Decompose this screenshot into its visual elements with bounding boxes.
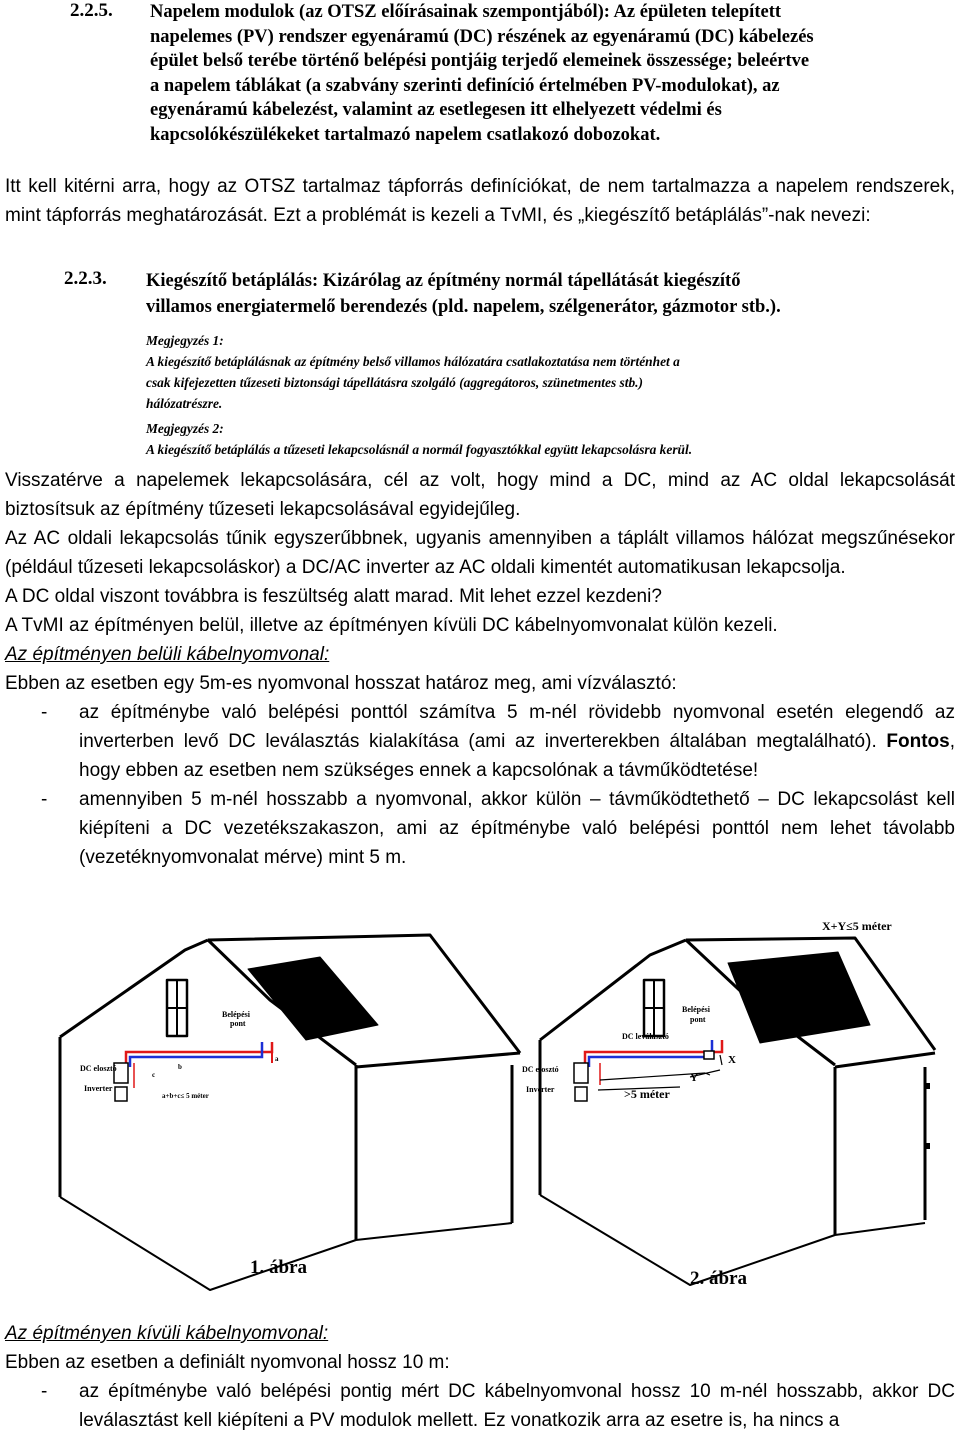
segment-label: b: [178, 1063, 182, 1071]
dimension-y-label: Y: [690, 1072, 698, 1084]
house-1: [60, 935, 520, 1290]
house-2-dc-switch: [704, 1051, 714, 1059]
main-body: [5, 466, 955, 872]
regulation-line: Napelem modulok (az OTSZ előírásainak szempontjából): Az épületen telepített: [150, 2, 782, 22]
regulation-line: kapcsolókészülékeket tartalmazó napelem csatlakozó dobozokat.: [150, 124, 661, 145]
regulation-line: Kiegészítő betáplálás: Kizárólag az építmény normál tápellátását kiegészítő: [146, 271, 741, 291]
regulation-line: épület belső terébe történő belépési pontjáig terjedő elemeinek összessége; beleértve: [150, 51, 810, 71]
house-diagram-figure: [0, 905, 960, 1300]
house-2-dc-box: [574, 1063, 588, 1083]
bullet-text: , hogy ebben az esetben nem szükséges ennek a kapcsolónak a távműködtetése!: [79, 731, 956, 781]
house-2-dc-wiring: [585, 1040, 722, 1085]
note-title: Megjegyzés 2:: [146, 421, 224, 436]
note-line: A kiegészítő betáplálásnak az építmény belső villamos hálózatára csatlakoztatása nem történhet a: [146, 354, 680, 369]
paragraph: Visszatérve a napelemek lekapcsolására, cél az volt, hogy mind a DC, mind az AC oldal lekapcsolását biztosítsuk az építmény tűzeseti lekapcsolásával egyidejűleg.: [5, 470, 955, 520]
page-mark: [926, 1143, 930, 1149]
paragraph: A DC oldal viszont továbbra is feszültség alatt marad. Mit lehet ezzel kezdeni?: [5, 586, 662, 607]
house-2-dc-label: DC elosztó: [522, 1065, 559, 1074]
house-2-dimension-lines: [598, 1055, 722, 1090]
segment-label: a: [275, 1055, 279, 1063]
bullet-list: [5, 698, 955, 872]
bullet-bold: Fontos: [886, 731, 950, 752]
note-line: csak kifejezetten tűzeseti biztonsági tápellátásra szolgáló (aggregátoros, szünetmentes stb.): [146, 375, 643, 390]
list-item: [5, 698, 955, 785]
house-2-solar-panel: [728, 952, 870, 1043]
note-1: [146, 330, 890, 414]
house-1-inverter-label: Inverter: [84, 1084, 113, 1093]
segment-label: c: [152, 1071, 156, 1079]
intro-paragraph: Itt kell kitérni arra, hogy az OTSZ tartalmaz tápforrás definíciókat, de nem tartalmazza a napelem rendszerek, mint tápforrás meghatározását. Ezt a problémát is kezeli a TvMI, és „kiegészítő betáplálás”-nak nevezi:: [5, 176, 955, 226]
note-line: A kiegészítő betáplálás a tűzeseti lekapcsolásnál a normál fogyasztókkal együtt lekapcsolásra kerül.: [146, 442, 693, 457]
intro-paragraph-block: [5, 172, 955, 230]
figure-caption-2: 2. ábra: [690, 1268, 747, 1289]
house-2: [540, 938, 935, 1285]
list-item: - amennyiben 5 m-nél hosszabb a nyomvonal, akkor külön – távműködtethető – DC lekapcsolást kell kiépíteni a DC vezetékszakaszon, ami az építménybe való belépési ponttól nem lehet távolabb (vezetéknyomvonalat mérve) mint 5 m.: [5, 785, 955, 872]
outside-section: [5, 1319, 955, 1435]
regulation-text: [146, 268, 890, 320]
house-1-inverter: [115, 1087, 127, 1101]
figure-caption-1: 1. ábra: [250, 1257, 307, 1278]
note-2: [146, 418, 890, 460]
house-2-top-label: X+Y≤5 méter: [822, 919, 892, 933]
house-2-entry-label: Belépési: [682, 1005, 710, 1014]
regulation-line: a napelem táblákat (a szabvány szerinti definíció értelmében PV-modulokat), az: [150, 75, 780, 96]
section-heading-outside: Az építményen kívüli kábelnyomvonal:: [5, 1323, 329, 1344]
section-number: 2.2.5.: [70, 0, 113, 21]
dimension-x-label: X: [728, 1054, 736, 1066]
house-1-dc-label: DC elosztó: [80, 1064, 117, 1073]
regulation-line: egyenáramú kábelezést, valamint az esetlegesen itt elhelyezett védelmi és: [150, 100, 722, 120]
house-2-more-label: >5 méter: [624, 1087, 670, 1101]
section-number: 2.2.3.: [64, 268, 107, 289]
paragraph: Ebben az esetben a definiált nyomvonal hossz 10 m:: [5, 1352, 450, 1373]
note-line: hálózatrészre.: [146, 396, 223, 411]
paragraph: A TvMI az építményen belül, illetve az építményen kívüli DC kábelnyomvonalat külön kezeli.: [5, 615, 778, 636]
house-1-sum-label: a+b+c≤ 5 méter: [162, 1092, 209, 1100]
house-2-entry-label: pont: [690, 1015, 706, 1024]
paragraph: Ebben az esetben egy 5m-es nyomvonal hosszat határoz meg, ami vízválasztó:: [5, 673, 677, 694]
house-1-entry-label: pont: [230, 1019, 246, 1028]
page-mark: [926, 1083, 930, 1089]
house-2-dc-switch-label: DC leválasztó: [622, 1032, 669, 1041]
house-1-entry-label: Belépési: [222, 1010, 250, 1019]
paragraph: Az AC oldali lekapcsolás tűnik egyszerűbbnek, ugyanis amennyiben a táplált villamos hálózat megszűnésekor (például tűzeseti lekapcsoláskor) a DC/AC inverter az AC oldali kimentét automatikusan lekapcsolja.: [5, 528, 955, 578]
house-1-eave: [356, 1053, 520, 1067]
house-2-inverter: [575, 1087, 587, 1101]
regulation-line: villamos energiatermelő berendezés (pld. napelem, szélgenerátor, gázmotor stb.).: [146, 297, 781, 317]
note-title: Megjegyzés 1:: [146, 333, 224, 348]
house-2-inverter-label: Inverter: [526, 1085, 555, 1094]
regulation-line: napelemes (PV) rendszer egyenáramú (DC) részének az egyenáramú (DC) kábelezés: [150, 26, 814, 47]
list-item: - az építménybe való belépési pontig mért DC kábelnyomvonal hossz 10 m-nél hosszabb, akkor DC leválasztást kell kiépíteni a PV modulok mellett. Ez vonatkozik arra az esetre is, ha nincs a: [5, 1377, 955, 1435]
bullet-text: az építménybe való belépési ponttól számítva 5 m-nél rövidebb nyomvonal esetén elegendő az inverterben levő DC leválasztás kialakítása (ami az inverterekben általában megtalálható).: [79, 702, 955, 752]
house-2-eave: [835, 1053, 935, 1067]
section-heading-inside: Az építményen belüli kábelnyomvonal:: [5, 644, 330, 665]
bullet-list: [5, 1377, 955, 1435]
regulation-text: [150, 0, 890, 147]
